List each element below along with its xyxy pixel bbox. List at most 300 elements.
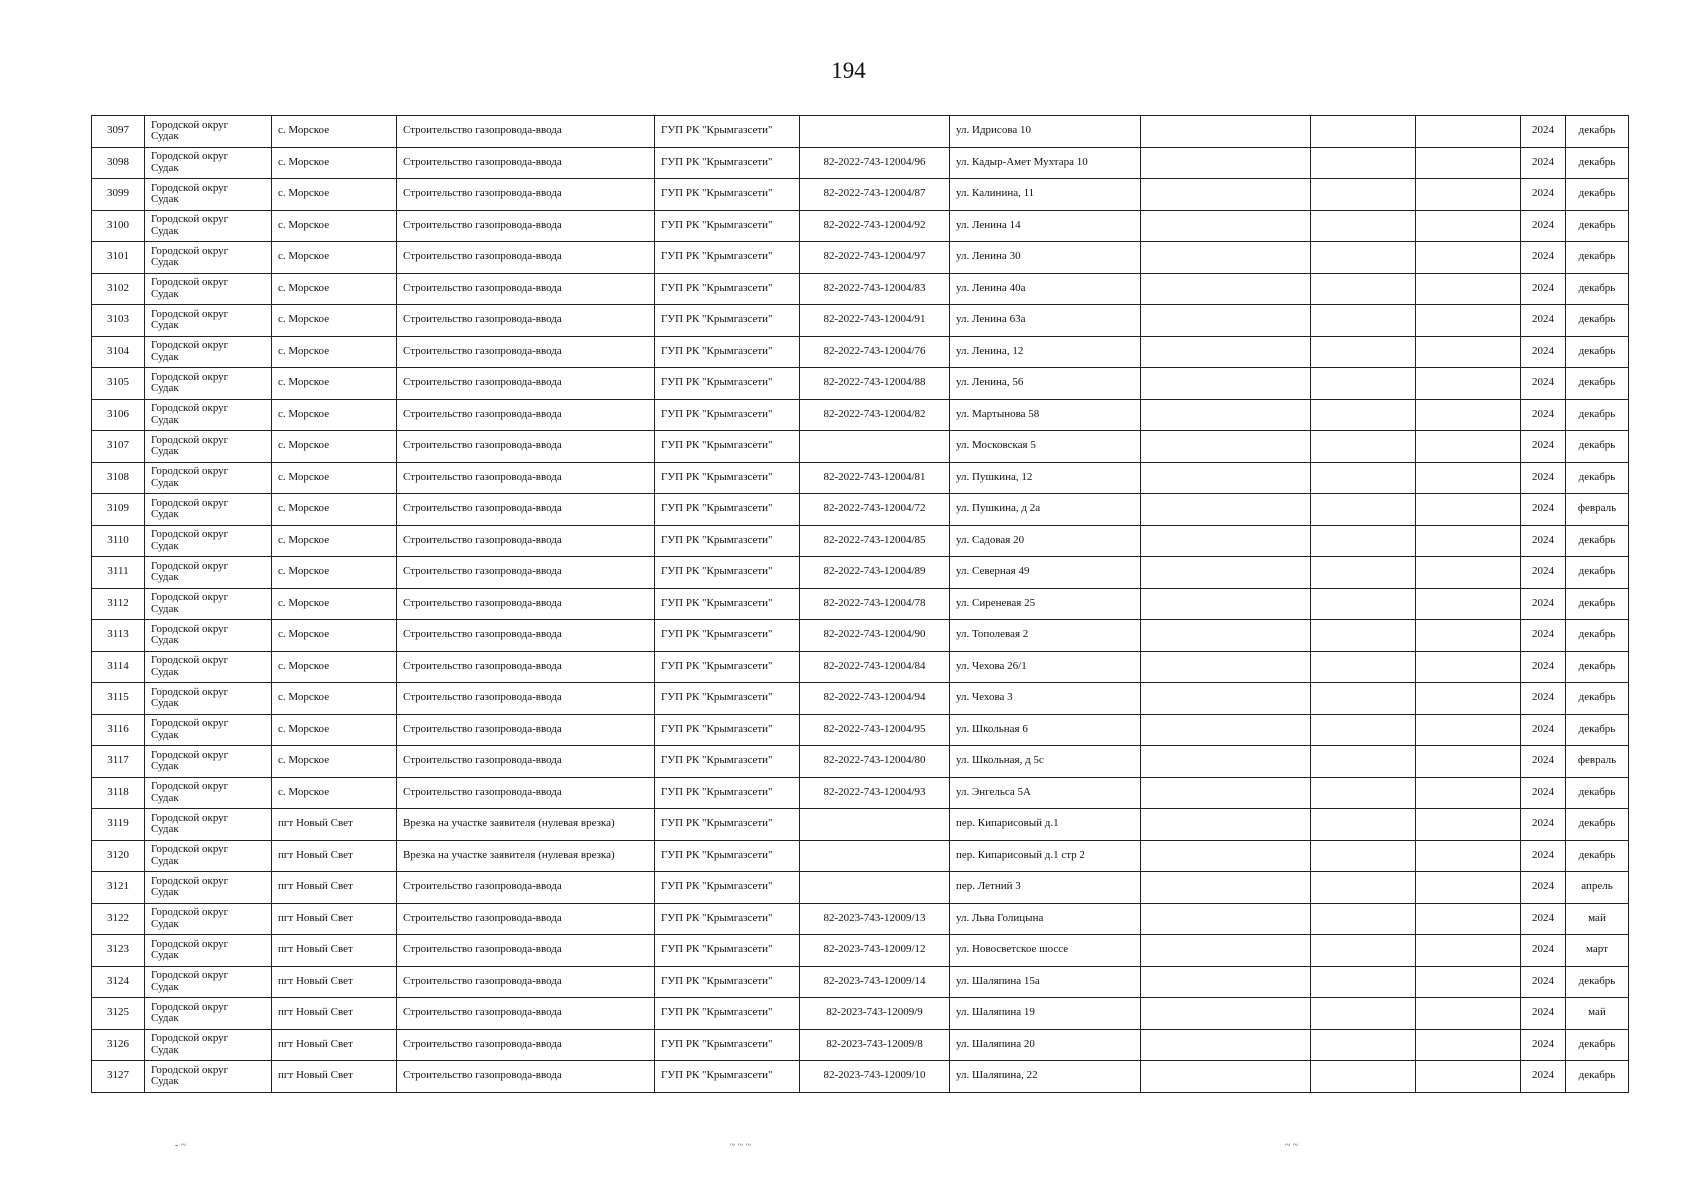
empty-cell: [1416, 809, 1521, 841]
empty-cell: [1141, 872, 1311, 904]
empty-cell: [1141, 809, 1311, 841]
district-line2: Судак: [151, 508, 179, 521]
settlement-cell: с. Морское: [272, 273, 397, 305]
organization-cell: ГУП РК "Крымгазсети": [655, 998, 800, 1030]
district-line1: Городской округ: [151, 559, 229, 572]
district-cell: [145, 872, 272, 904]
month-cell: декабрь: [1566, 1061, 1629, 1093]
empty-cell: [1416, 872, 1521, 904]
year-cell: 2024: [1521, 557, 1566, 589]
address-cell: ул. Московская 5: [950, 431, 1141, 463]
gas-works-table: [91, 115, 1629, 1093]
permit-number-cell: 82-2022-743-12004/80: [800, 746, 950, 778]
empty-cell: [1416, 683, 1521, 715]
district-line1: Городской округ: [151, 591, 229, 604]
organization-cell: ГУП РК "Крымгазсети": [655, 431, 800, 463]
year-cell: 2024: [1521, 935, 1566, 967]
district-cell: [145, 336, 272, 368]
month-cell: декабрь: [1566, 777, 1629, 809]
empty-cell: [1311, 683, 1416, 715]
district-line2: Судак: [151, 980, 179, 993]
district-cell: [145, 557, 272, 589]
empty-cell: [1311, 336, 1416, 368]
empty-cell: [1141, 431, 1311, 463]
district-line2: Судак: [151, 476, 179, 489]
permit-number-cell: 82-2022-743-12004/90: [800, 620, 950, 652]
district-line2: Судак: [151, 665, 179, 678]
work-type-cell: Строительство газопровода-ввода: [397, 242, 655, 274]
district-cell: [145, 210, 272, 242]
month-cell: апрель: [1566, 872, 1629, 904]
organization-cell: ГУП РК "Крымгазсети": [655, 368, 800, 400]
district-line1: Городской округ: [151, 685, 229, 698]
row-number-cell: 3105: [92, 368, 145, 400]
permit-number-cell: 82-2022-743-12004/78: [800, 588, 950, 620]
year-cell: 2024: [1521, 494, 1566, 526]
district-cell: [145, 620, 272, 652]
year-cell: 2024: [1521, 179, 1566, 211]
empty-cell: [1311, 242, 1416, 274]
organization-cell: ГУП РК "Крымгазсети": [655, 714, 800, 746]
empty-cell: [1311, 462, 1416, 494]
district-line2: Судак: [151, 256, 179, 269]
empty-cell: [1311, 557, 1416, 589]
organization-cell: ГУП РК "Крымгазсети": [655, 179, 800, 211]
row-number-cell: 3109: [92, 494, 145, 526]
month-cell: май: [1566, 998, 1629, 1030]
district-cell: [145, 462, 272, 494]
district-line1: Городской округ: [151, 118, 229, 131]
organization-cell: ГУП РК "Крымгазсети": [655, 809, 800, 841]
row-number-cell: 3112: [92, 588, 145, 620]
work-type-cell: Врезка на участке заявителя (нулевая врезка): [397, 809, 655, 841]
row-number-cell: 3121: [92, 872, 145, 904]
month-cell: декабрь: [1566, 1029, 1629, 1061]
table-row: [92, 1061, 1629, 1093]
district-cell: [145, 431, 272, 463]
empty-cell: [1311, 746, 1416, 778]
page-number: 194: [831, 58, 866, 83]
district-line2: Судак: [151, 413, 179, 426]
work-type-cell: Строительство газопровода-ввода: [397, 746, 655, 778]
organization-cell: ГУП РК "Крымгазсети": [655, 525, 800, 557]
empty-cell: [1416, 651, 1521, 683]
address-cell: ул. Садовая 20: [950, 525, 1141, 557]
district-line1: Городской округ: [151, 276, 229, 289]
empty-cell: [1311, 494, 1416, 526]
settlement-cell: пгт Новый Свет: [272, 998, 397, 1030]
table-row: [92, 273, 1629, 305]
empty-cell: [1311, 809, 1416, 841]
empty-cell: [1416, 935, 1521, 967]
organization-cell: ГУП РК "Крымгазсети": [655, 872, 800, 904]
row-number-cell: 3120: [92, 840, 145, 872]
empty-cell: [1141, 840, 1311, 872]
district-cell: [145, 714, 272, 746]
district-line2: Судак: [151, 539, 179, 552]
organization-cell: ГУП РК "Крымгазсети": [655, 935, 800, 967]
month-cell: декабрь: [1566, 714, 1629, 746]
month-cell: февраль: [1566, 746, 1629, 778]
settlement-cell: пгт Новый Свет: [272, 935, 397, 967]
table-row: [92, 872, 1629, 904]
month-cell: декабрь: [1566, 147, 1629, 179]
empty-cell: [1141, 368, 1311, 400]
work-type-cell: Строительство газопровода-ввода: [397, 903, 655, 935]
empty-cell: [1416, 179, 1521, 211]
address-cell: ул. Школьная, д 5с: [950, 746, 1141, 778]
permit-number-cell: 82-2022-743-12004/89: [800, 557, 950, 589]
address-cell: ул. Сиреневая 25: [950, 588, 1141, 620]
district-line2: Судак: [151, 571, 179, 584]
district-line1: Городской округ: [151, 1063, 229, 1076]
row-number-cell: 3098: [92, 147, 145, 179]
address-cell: ул. Энгельса 5А: [950, 777, 1141, 809]
settlement-cell: с. Морское: [272, 557, 397, 589]
month-cell: декабрь: [1566, 683, 1629, 715]
settlement-cell: с. Морское: [272, 305, 397, 337]
empty-cell: [1311, 998, 1416, 1030]
organization-cell: ГУП РК "Крымгазсети": [655, 588, 800, 620]
empty-cell: [1141, 620, 1311, 652]
year-cell: 2024: [1521, 1029, 1566, 1061]
district-cell: [145, 305, 272, 337]
address-cell: пер. Кипарисовый д.1 стр 2: [950, 840, 1141, 872]
row-number-cell: 3103: [92, 305, 145, 337]
organization-cell: ГУП РК "Крымгазсети": [655, 494, 800, 526]
organization-cell: ГУП РК "Крымгазсети": [655, 305, 800, 337]
organization-cell: ГУП РК "Крымгазсети": [655, 746, 800, 778]
organization-cell: ГУП РК "Крымгазсети": [655, 1029, 800, 1061]
district-line2: Судак: [151, 949, 179, 962]
address-cell: ул. Шаляпина 19: [950, 998, 1141, 1030]
row-number-cell: 3123: [92, 935, 145, 967]
district-line2: Судак: [151, 886, 179, 899]
work-type-cell: Строительство газопровода-ввода: [397, 1061, 655, 1093]
empty-cell: [1141, 714, 1311, 746]
address-cell: ул. Северная 49: [950, 557, 1141, 589]
permit-number-cell: 82-2022-743-12004/83: [800, 273, 950, 305]
district-cell: [145, 966, 272, 998]
district-line1: Городской округ: [151, 1000, 229, 1013]
empty-cell: [1141, 557, 1311, 589]
empty-cell: [1141, 1029, 1311, 1061]
work-type-cell: Строительство газопровода-ввода: [397, 179, 655, 211]
empty-cell: [1416, 998, 1521, 1030]
organization-cell: ГУП РК "Крымгазсети": [655, 336, 800, 368]
empty-cell: [1311, 651, 1416, 683]
district-line2: Судак: [151, 445, 179, 458]
settlement-cell: с. Морское: [272, 399, 397, 431]
work-type-cell: Строительство газопровода-ввода: [397, 966, 655, 998]
table-row: [92, 683, 1629, 715]
empty-cell: [1416, 714, 1521, 746]
address-cell: ул. Ленина 63а: [950, 305, 1141, 337]
settlement-cell: с. Морское: [272, 777, 397, 809]
district-cell: [145, 1029, 272, 1061]
settlement-cell: с. Морское: [272, 620, 397, 652]
year-cell: 2024: [1521, 840, 1566, 872]
table-row: [92, 116, 1629, 148]
table-row: [92, 903, 1629, 935]
permit-number-cell: 82-2022-743-12004/87: [800, 179, 950, 211]
settlement-cell: с. Морское: [272, 494, 397, 526]
row-number-cell: 3126: [92, 1029, 145, 1061]
district-line1: Городской округ: [151, 748, 229, 761]
district-line1: Городской округ: [151, 433, 229, 446]
permit-number-cell: 82-2023-743-12009/12: [800, 935, 950, 967]
month-cell: декабрь: [1566, 431, 1629, 463]
permit-number-cell: [800, 872, 950, 904]
row-number-cell: 3116: [92, 714, 145, 746]
organization-cell: ГУП РК "Крымгазсети": [655, 147, 800, 179]
month-cell: декабрь: [1566, 809, 1629, 841]
organization-cell: ГУП РК "Крымгазсети": [655, 399, 800, 431]
organization-cell: ГУП РК "Крымгазсети": [655, 620, 800, 652]
month-cell: декабрь: [1566, 588, 1629, 620]
empty-cell: [1311, 179, 1416, 211]
district-line1: Городской округ: [151, 213, 229, 226]
district-cell: [145, 399, 272, 431]
empty-cell: [1141, 242, 1311, 274]
district-line1: Городской округ: [151, 339, 229, 352]
organization-cell: ГУП РК "Крымгазсети": [655, 242, 800, 274]
empty-cell: [1141, 525, 1311, 557]
district-cell: [145, 242, 272, 274]
settlement-cell: с. Морское: [272, 368, 397, 400]
work-type-cell: Строительство газопровода-ввода: [397, 872, 655, 904]
empty-cell: [1311, 399, 1416, 431]
work-type-cell: Строительство газопровода-ввода: [397, 368, 655, 400]
empty-cell: [1416, 305, 1521, 337]
empty-cell: [1311, 431, 1416, 463]
empty-cell: [1416, 399, 1521, 431]
organization-cell: ГУП РК "Крымгазсети": [655, 116, 800, 148]
district-line1: Городской округ: [151, 969, 229, 982]
table-row: [92, 242, 1629, 274]
table-row: [92, 714, 1629, 746]
month-cell: май: [1566, 903, 1629, 935]
empty-cell: [1416, 431, 1521, 463]
district-line1: Городской округ: [151, 874, 229, 887]
row-number-cell: 3125: [92, 998, 145, 1030]
work-type-cell: Строительство газопровода-ввода: [397, 210, 655, 242]
district-line2: Судак: [151, 634, 179, 647]
permit-number-cell: 82-2022-743-12004/92: [800, 210, 950, 242]
table-row: [92, 588, 1629, 620]
empty-cell: [1416, 777, 1521, 809]
address-cell: ул. Новосветское шоссе: [950, 935, 1141, 967]
scan-speck: ~ ~: [1285, 1140, 1299, 1151]
work-type-cell: Врезка на участке заявителя (нулевая врезка): [397, 840, 655, 872]
empty-cell: [1416, 966, 1521, 998]
settlement-cell: с. Морское: [272, 714, 397, 746]
table-row: [92, 368, 1629, 400]
district-line2: Судак: [151, 728, 179, 741]
row-number-cell: 3124: [92, 966, 145, 998]
district-line1: Городской округ: [151, 654, 229, 667]
district-cell: [145, 777, 272, 809]
district-line2: Судак: [151, 319, 179, 332]
table-row: [92, 998, 1629, 1030]
year-cell: 2024: [1521, 1061, 1566, 1093]
district-cell: [145, 494, 272, 526]
district-line1: Городской округ: [151, 780, 229, 793]
district-line1: Городской округ: [151, 244, 229, 257]
scan-speck: - ~: [175, 1140, 187, 1151]
month-cell: декабрь: [1566, 651, 1629, 683]
address-cell: ул. Кадыр-Амет Мухтара 10: [950, 147, 1141, 179]
row-number-cell: 3118: [92, 777, 145, 809]
month-cell: декабрь: [1566, 462, 1629, 494]
year-cell: 2024: [1521, 903, 1566, 935]
month-cell: декабрь: [1566, 179, 1629, 211]
settlement-cell: с. Морское: [272, 746, 397, 778]
table-row: [92, 935, 1629, 967]
address-cell: ул. Идрисова 10: [950, 116, 1141, 148]
month-cell: февраль: [1566, 494, 1629, 526]
empty-cell: [1416, 210, 1521, 242]
district-line1: Городской округ: [151, 181, 229, 194]
year-cell: 2024: [1521, 998, 1566, 1030]
table-row: [92, 651, 1629, 683]
work-type-cell: Строительство газопровода-ввода: [397, 273, 655, 305]
year-cell: 2024: [1521, 683, 1566, 715]
year-cell: 2024: [1521, 273, 1566, 305]
row-number-cell: 3111: [92, 557, 145, 589]
empty-cell: [1141, 683, 1311, 715]
district-line2: Судак: [151, 1012, 179, 1025]
work-type-cell: Строительство газопровода-ввода: [397, 557, 655, 589]
work-type-cell: Строительство газопровода-ввода: [397, 305, 655, 337]
permit-number-cell: 82-2022-743-12004/84: [800, 651, 950, 683]
district-line2: Судак: [151, 917, 179, 930]
permit-number-cell: 82-2022-743-12004/93: [800, 777, 950, 809]
address-cell: ул. Калинина, 11: [950, 179, 1141, 211]
district-cell: [145, 1061, 272, 1093]
settlement-cell: с. Морское: [272, 683, 397, 715]
row-number-cell: 3104: [92, 336, 145, 368]
district-line1: Городской округ: [151, 906, 229, 919]
settlement-cell: пгт Новый Свет: [272, 966, 397, 998]
district-line2: Судак: [151, 602, 179, 615]
address-cell: пер. Кипарисовый д.1: [950, 809, 1141, 841]
permit-number-cell: 82-2022-743-12004/85: [800, 525, 950, 557]
permit-number-cell: 82-2022-743-12004/81: [800, 462, 950, 494]
empty-cell: [1141, 147, 1311, 179]
work-type-cell: Строительство газопровода-ввода: [397, 462, 655, 494]
row-number-cell: 3114: [92, 651, 145, 683]
year-cell: 2024: [1521, 620, 1566, 652]
address-cell: ул. Мартынова 58: [950, 399, 1141, 431]
settlement-cell: с. Морское: [272, 431, 397, 463]
year-cell: 2024: [1521, 651, 1566, 683]
row-number-cell: 3127: [92, 1061, 145, 1093]
district-line2: Судак: [151, 350, 179, 363]
table-body: [92, 116, 1629, 1093]
work-type-cell: Строительство газопровода-ввода: [397, 525, 655, 557]
settlement-cell: пгт Новый Свет: [272, 809, 397, 841]
district-cell: [145, 116, 272, 148]
permit-number-cell: 82-2023-743-12009/9: [800, 998, 950, 1030]
permit-number-cell: 82-2023-743-12009/8: [800, 1029, 950, 1061]
table-row: [92, 777, 1629, 809]
empty-cell: [1141, 305, 1311, 337]
organization-cell: ГУП РК "Крымгазсети": [655, 683, 800, 715]
district-cell: [145, 903, 272, 935]
empty-cell: [1141, 588, 1311, 620]
address-cell: ул. Ленина, 12: [950, 336, 1141, 368]
work-type-cell: Строительство газопровода-ввода: [397, 714, 655, 746]
empty-cell: [1311, 872, 1416, 904]
row-number-cell: 3110: [92, 525, 145, 557]
table-row: [92, 179, 1629, 211]
district-line2: Судак: [151, 161, 179, 174]
district-cell: [145, 588, 272, 620]
settlement-cell: с. Морское: [272, 588, 397, 620]
work-type-cell: Строительство газопровода-ввода: [397, 683, 655, 715]
permit-number-cell: [800, 809, 950, 841]
district-line1: Городской округ: [151, 370, 229, 383]
work-type-cell: Строительство газопровода-ввода: [397, 998, 655, 1030]
district-cell: [145, 368, 272, 400]
empty-cell: [1311, 147, 1416, 179]
table-row: [92, 431, 1629, 463]
empty-cell: [1141, 210, 1311, 242]
table-row: [92, 210, 1629, 242]
empty-cell: [1416, 336, 1521, 368]
empty-cell: [1311, 966, 1416, 998]
district-cell: [145, 840, 272, 872]
year-cell: 2024: [1521, 147, 1566, 179]
settlement-cell: с. Морское: [272, 147, 397, 179]
permit-number-cell: 82-2022-743-12004/76: [800, 336, 950, 368]
empty-cell: [1141, 1061, 1311, 1093]
scan-speck: ~ ~ ~: [730, 1140, 752, 1151]
row-number-cell: 3097: [92, 116, 145, 148]
district-line2: Судак: [151, 760, 179, 773]
row-number-cell: 3117: [92, 746, 145, 778]
empty-cell: [1311, 903, 1416, 935]
district-cell: [145, 651, 272, 683]
empty-cell: [1141, 336, 1311, 368]
row-number-cell: 3106: [92, 399, 145, 431]
row-number-cell: 3100: [92, 210, 145, 242]
row-number-cell: 3122: [92, 903, 145, 935]
permit-number-cell: 82-2022-743-12004/88: [800, 368, 950, 400]
empty-cell: [1141, 746, 1311, 778]
address-cell: ул. Школьная 6: [950, 714, 1141, 746]
district-line2: Судак: [151, 791, 179, 804]
table-row: [92, 620, 1629, 652]
empty-cell: [1416, 588, 1521, 620]
month-cell: декабрь: [1566, 210, 1629, 242]
empty-cell: [1416, 620, 1521, 652]
empty-cell: [1141, 777, 1311, 809]
row-number-cell: 3101: [92, 242, 145, 274]
permit-number-cell: [800, 116, 950, 148]
district-cell: [145, 683, 272, 715]
month-cell: март: [1566, 935, 1629, 967]
district-cell: [145, 273, 272, 305]
work-type-cell: Строительство газопровода-ввода: [397, 494, 655, 526]
work-type-cell: Строительство газопровода-ввода: [397, 431, 655, 463]
empty-cell: [1311, 273, 1416, 305]
month-cell: декабрь: [1566, 116, 1629, 148]
empty-cell: [1416, 903, 1521, 935]
year-cell: 2024: [1521, 525, 1566, 557]
table-row: [92, 147, 1629, 179]
